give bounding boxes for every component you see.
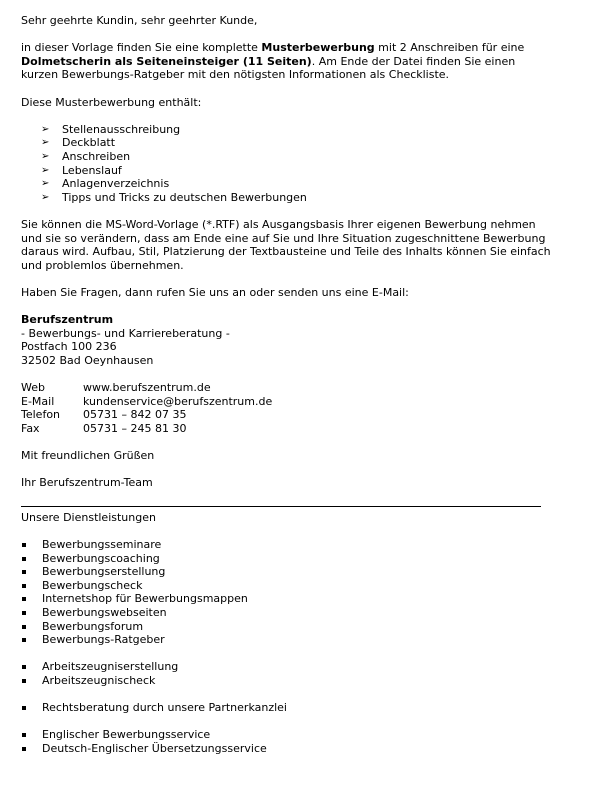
square-bullet-icon (22, 625, 26, 629)
arrow-bullet-icon: ➢ (41, 164, 50, 176)
services-list-2 (21, 660, 551, 687)
contact-row-email: E-Mail kundenservice@berufszentrum.de (21, 394, 273, 408)
company-street: Postfach 100 236 (21, 340, 117, 354)
intro-text-2: mit 2 Anschreiben für eine (374, 41, 525, 55)
company-tagline: - Bewerbungs- und Karriereberatung - (21, 326, 230, 340)
list-item: Bewerbungserstellung (21, 565, 551, 579)
services-heading: Unsere Dienstleistungen (21, 510, 156, 524)
square-bullet-icon (22, 665, 26, 669)
arrow-bullet-icon: ➢ (41, 137, 50, 149)
list-item: Bewerbungsforum (21, 620, 551, 634)
list-item: Internetshop für Bewerbungsmappen (21, 592, 551, 606)
signature: Ihr Berufszentrum-Team (21, 476, 153, 490)
list-item: Deutsch-Englischer Übersetzungsservice (21, 742, 551, 756)
square-bullet-icon (22, 557, 26, 561)
list-item: Rechtsberatung durch unsere Partnerkanzlei (21, 701, 551, 715)
list-item: ➢ Deckblatt (41, 136, 116, 150)
intro-text-3: . Am Ende der Datei finden Sie einen kurzen Bewerbungs-Ratgeber mit den nötigsten Informationen als Checkliste. (21, 54, 516, 82)
square-bullet-icon (22, 611, 26, 615)
square-bullet-icon (22, 679, 26, 683)
divider (21, 506, 541, 507)
contact-block (21, 381, 551, 435)
list-item: ➢ Anlagenverzeichnis (41, 177, 170, 191)
contents-list (21, 123, 551, 205)
list-item: Bewerbungscoaching (21, 552, 551, 566)
list-item: Bewerbungs-Ratgeber (21, 633, 551, 647)
square-bullet-icon (22, 747, 26, 751)
square-bullet-icon (22, 706, 26, 710)
square-bullet-icon (22, 543, 26, 547)
square-bullet-icon (22, 584, 26, 588)
intro-paragraph (21, 41, 551, 82)
services-list-1 (21, 538, 551, 647)
contact-row-phone: Telefon 05731 – 842 07 35 (21, 408, 187, 422)
list-item: ➢ Tipps und Tricks zu deutschen Bewerbungen (41, 190, 307, 204)
square-bullet-icon (22, 570, 26, 574)
contact-row-fax: Fax 05731 – 245 81 30 (21, 421, 187, 435)
services-list-4 (21, 728, 551, 755)
greeting: Sehr geehrte Kundin, sehr geehrter Kunde, (21, 14, 258, 27)
list-item: ➢ Anschreiben (41, 149, 131, 163)
list-item: Bewerbungscheck (21, 579, 551, 593)
company-name: Berufszentrum (21, 313, 114, 327)
usage-paragraph: Sie können die MS-Word-Vorlage (*.RTF) als Ausgangsbasis Ihrer eigenen Bewerbung nehmen und sie so verändern, dass am Ende eine auf Sie und Ihre Situation zugeschnittene Bewerbung daraus wird. Aufbau, Stil, Platzierung der Textbausteine und Teile des Inhalts können Sie einfach und problemlos übernehmen. (21, 217, 551, 272)
list-item: Arbeitszeugnischeck (21, 674, 551, 688)
questions-line: Haben Sie Fragen, dann rufen Sie uns an oder senden uns eine E-Mail: (21, 285, 409, 299)
list-item: ➢ Stellenausschreibung (41, 122, 181, 136)
closing: Mit freundlichen Grüßen (21, 449, 155, 462)
email-link[interactable]: kundenservice@berufszentrum.de (83, 394, 273, 408)
arrow-bullet-icon: ➢ (41, 191, 50, 203)
letter-page (21, 14, 551, 755)
company-city: 32502 Bad Oeynhausen (21, 353, 154, 367)
square-bullet-icon (22, 597, 26, 601)
arrow-bullet-icon: ➢ (41, 123, 50, 135)
intro-bold-1: Musterbewerbung (261, 41, 375, 55)
services-list-3 (21, 701, 551, 715)
intro-text-1: in dieser Vorlage finden Sie eine komplette (21, 41, 262, 55)
arrow-bullet-icon: ➢ (41, 150, 50, 162)
square-bullet-icon (22, 733, 26, 737)
contact-row-web: Web www.berufszentrum.de (21, 381, 211, 395)
square-bullet-icon (22, 638, 26, 642)
list-item: Bewerbungsseminare (21, 538, 551, 552)
arrow-bullet-icon: ➢ (41, 178, 50, 190)
contents-heading: Diese Musterbewerbung enthält: (21, 95, 202, 109)
intro-bold-2: Dolmetscherin als Seiteneinsteiger (11 Seiten) (21, 54, 312, 68)
web-link[interactable]: www.berufszentrum.de (83, 381, 211, 395)
list-item: Englischer Bewerbungsservice (21, 728, 551, 742)
list-item: Arbeitszeugniserstellung (21, 660, 551, 674)
list-item: ➢ Lebenslauf (41, 163, 122, 177)
list-item: Bewerbungswebseiten (21, 606, 551, 620)
